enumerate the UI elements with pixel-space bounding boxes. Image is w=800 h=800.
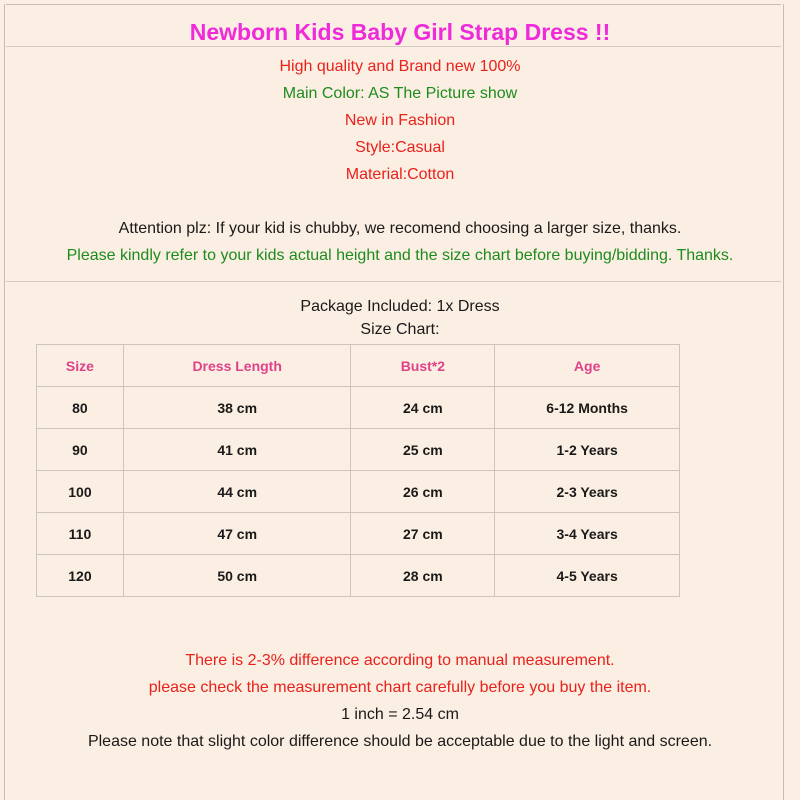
- header-bust: Bust*2: [351, 345, 495, 387]
- header-age: Age: [495, 345, 680, 387]
- cell-bust: 26 cm: [351, 471, 495, 513]
- frame-top-border: [6, 4, 781, 5]
- cell-size: 110: [37, 513, 124, 555]
- table-row: [37, 513, 680, 555]
- cell-dress-length: 38 cm: [124, 387, 352, 429]
- cell-dress-length: 47 cm: [124, 513, 352, 555]
- quality-line: High quality and Brand new 100%: [279, 58, 521, 75]
- header-size: Size: [37, 345, 124, 387]
- cell-dress-length: 44 cm: [124, 471, 352, 513]
- fashion-line: New in Fashion: [344, 112, 456, 129]
- page-title: Newborn Kids Baby Girl Strap Dress !!: [189, 19, 611, 45]
- table-row: [37, 429, 680, 471]
- title-divider: [6, 46, 781, 47]
- refer-line: Please kindly refer to your kids actual height and the size chart before buying/bidding. Thanks.: [66, 247, 734, 264]
- table-row: [37, 471, 680, 513]
- cell-size: 120: [37, 555, 124, 597]
- cell-size: 100: [37, 471, 124, 513]
- cell-age: 4-5 Years: [495, 555, 680, 597]
- package-line: Package Included: 1x Dress: [300, 298, 500, 315]
- cell-age: 2-3 Years: [495, 471, 680, 513]
- attention-line: Attention plz: If your kid is chubby, we recomend choosing a larger size, thanks.: [118, 220, 682, 237]
- cell-bust: 25 cm: [351, 429, 495, 471]
- table-row: [37, 555, 680, 597]
- size-chart-label: Size Chart:: [360, 321, 440, 338]
- material-line: Material:Cotton: [345, 166, 455, 183]
- note-line: Please note that slight color difference should be acceptable due to the light and screen.: [87, 733, 713, 750]
- cell-age: 6-12 Months: [495, 387, 680, 429]
- table-row: [37, 387, 680, 429]
- table-header-row: [37, 345, 680, 387]
- difference-line: There is 2-3% difference according to manual measurement.: [185, 652, 615, 669]
- style-line: Style:Casual: [355, 139, 445, 156]
- cell-bust: 24 cm: [351, 387, 495, 429]
- header-dress-length: Dress Length: [124, 345, 352, 387]
- size-chart-table: [36, 344, 680, 597]
- cell-size: 90: [37, 429, 124, 471]
- cell-bust: 28 cm: [351, 555, 495, 597]
- inch-line: 1 inch = 2.54 cm: [341, 706, 459, 723]
- cell-dress-length: 41 cm: [124, 429, 352, 471]
- cell-age: 1-2 Years: [495, 429, 680, 471]
- main-color-line: Main Color: AS The Picture show: [282, 85, 518, 102]
- cell-bust: 27 cm: [351, 513, 495, 555]
- cell-size: 80: [37, 387, 124, 429]
- check-line: please check the measurement chart carefully before you buy the item.: [148, 679, 652, 696]
- cell-age: 3-4 Years: [495, 513, 680, 555]
- cell-dress-length: 50 cm: [124, 555, 352, 597]
- section-divider: [6, 281, 781, 282]
